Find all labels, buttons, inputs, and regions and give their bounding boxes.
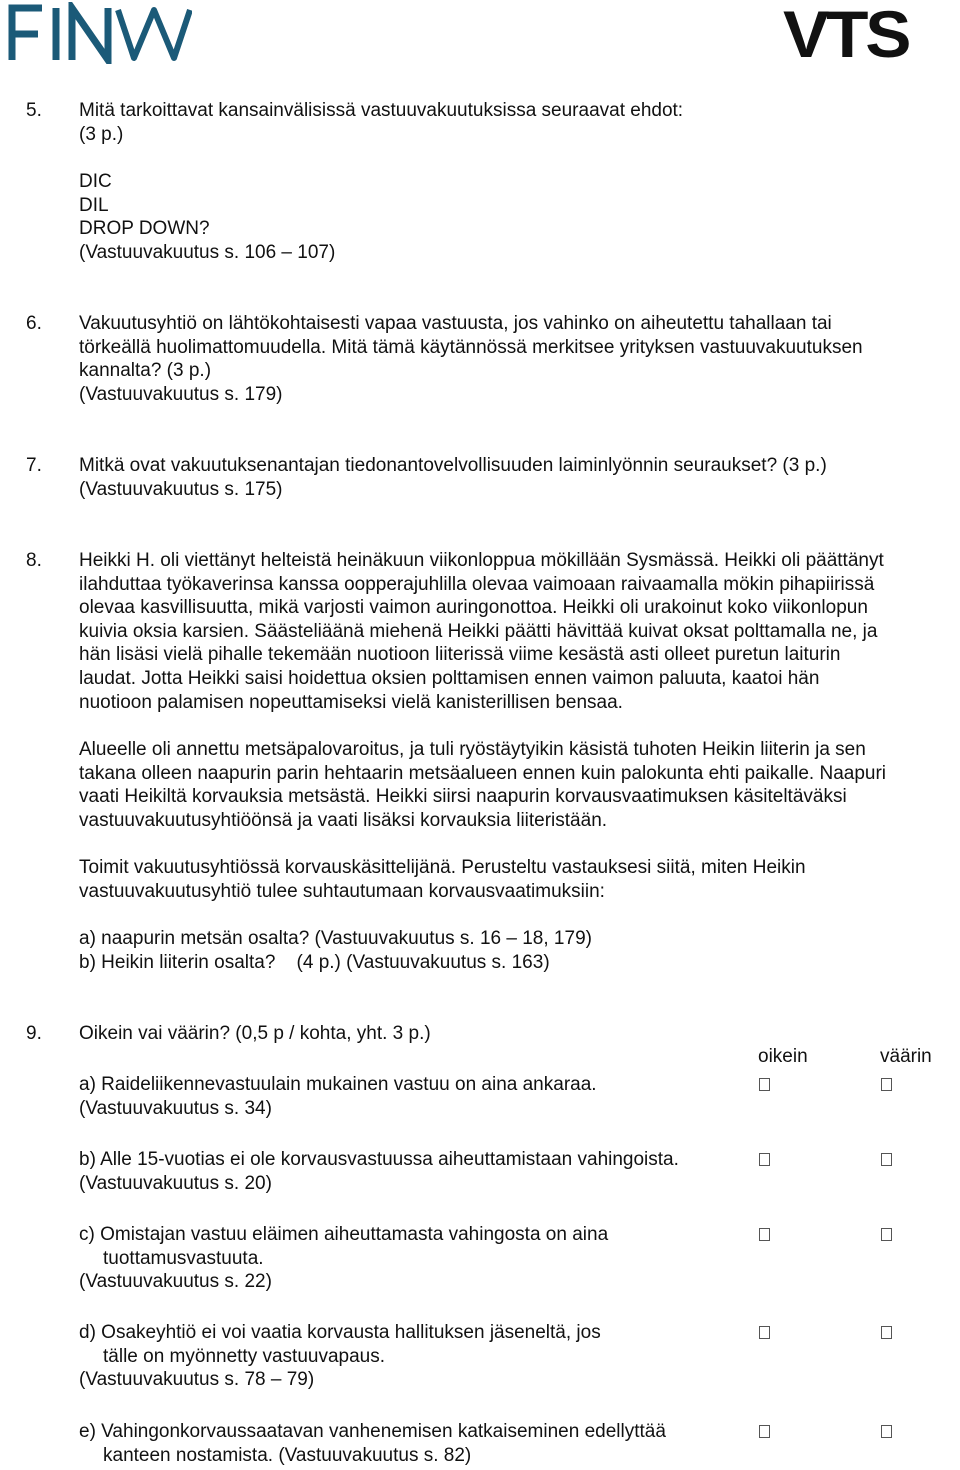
q7-line: Mitkä ovat vakuutuksenantajan tiedonantovelvollisuuden laiminlyönnin seuraukset? (3 p.)	[79, 455, 827, 476]
q8-part: a) naapurin metsän osalta? (Vastuuvakuutus s. 16 – 18, 179)	[79, 928, 592, 949]
q5-term: (Vastuuvakuutus s. 106 – 107)	[79, 241, 336, 263]
q9-b-vaarin-checkbox[interactable]	[881, 1153, 892, 1166]
q9-c-vaarin-checkbox[interactable]	[881, 1228, 892, 1241]
q9-item-b	[79, 1148, 959, 1195]
q9-e-oikein-checkbox[interactable]	[759, 1425, 770, 1438]
q9-item-line: tuottamusvastuuta.	[103, 1247, 264, 1269]
q6-line: kannalta? (3 p.)	[79, 360, 212, 382]
q9-item-e	[79, 1420, 959, 1467]
q9-item-line: d) Osakeyhtiö ei voi vaatia korvausta hallituksen jäseneltä, jos	[79, 1322, 601, 1343]
q8-parts	[79, 927, 959, 974]
q9-item-line: b) Alle 15-vuotias ei ole korvausvastuussa aiheuttamistaan vahingoista.	[79, 1149, 679, 1170]
q8-line: vastuuvakuutusyhtiöönsä ja vaati lisäksi korvauksia liiteristään.	[79, 809, 608, 831]
q9-item-line: a) Raideliikennevastuulain mukainen vastuu on aina ankaraa.	[79, 1074, 597, 1095]
q8-line: kuivia oksia karsien. Säästeliäänä miehenä Heikki päätti hävittää kuivat oksat polttamalla ne, ja	[79, 620, 878, 642]
q9-col-oikein: oikein	[758, 1046, 808, 1067]
q8-line: laudat. Jotta Heikki saisi hoidettua oksien polttamisen ennen vaimon paluuta, kaatoi hän	[79, 667, 820, 689]
q9-item-line: (Vastuuvakuutus s. 78 – 79)	[79, 1369, 315, 1391]
q6-line: (Vastuuvakuutus s. 179)	[79, 383, 283, 405]
q6-text	[79, 312, 959, 406]
q9-item-line: e) Vahingonkorvaussaatavan vanhenemisen katkaiseminen edellyttää	[79, 1421, 666, 1442]
q9-b-oikein-checkbox[interactable]	[759, 1153, 770, 1166]
q8-line: vastuuvakuutusyhtiö tulee suhtautumaan korvausvaatimuksiin:	[79, 880, 605, 902]
finva-logo	[6, 2, 192, 64]
q8-line: vaati Heikiltä korvauksia metsästä. Heikki siirsi naapurin korvausvaatimuksen käsiteltäväksi	[79, 786, 847, 808]
q5-term: DIL	[79, 194, 109, 216]
q9-item-line: (Vastuuvakuutus s. 34)	[79, 1097, 272, 1119]
q5-term: DIC	[79, 171, 112, 192]
q8-line: Heikki H. oli viettänyt helteistä heinäkuun viikonloppua mökillään Sysmässä. Heikki oli päättänyt	[79, 550, 884, 571]
q5-text	[79, 99, 959, 146]
q9-col-vaarin: väärin	[880, 1046, 932, 1067]
q8-paragraph-1	[79, 549, 959, 714]
q8-line: takana olleen naapurin parin hehtaarin metsäalueen ennen kuin palokunta ehti paikalle. Naapuri	[79, 762, 887, 784]
vts-logo: VTS	[783, 0, 909, 71]
q8-line: ilahduttaa työkaverinsa kanssa oopperajuhlilla olevaa vaimoaan raivaamalla mökin pihapiirissä	[79, 573, 875, 595]
q6-line: törkeällä huolimattomuudella. Mitä tämä käytännössä merkitsee yrityksen vastuuvakuutuksen	[79, 336, 863, 358]
q9-title: Oikein vai väärin? (0,5 p / kohta, yht. 3 p.)	[79, 1023, 431, 1044]
q9-item-line: c) Omistajan vastuu eläimen aiheuttamasta vahingosta on aina	[79, 1224, 609, 1245]
q9-e-vaarin-checkbox[interactable]	[881, 1425, 892, 1438]
q8-line: olevaa kasvillisuutta, mikä varjosti vaimon auringonottoa. Heikki oli urakoinut koko viikonlopun	[79, 597, 868, 619]
q9-item-line: (Vastuuvakuutus s. 20)	[79, 1172, 272, 1194]
q9-c-oikein-checkbox[interactable]	[759, 1228, 770, 1241]
q9-item-line: (Vastuuvakuutus s. 22)	[79, 1271, 272, 1293]
q8-line: Alueelle oli annettu metsäpalovaroitus, ja tuli ryöstäytyikin käsistä tuhoten Heikin liiterin ja sen	[79, 739, 866, 760]
q8-paragraph-3	[79, 856, 959, 903]
q7-text	[79, 454, 959, 501]
q6-number: 6.	[26, 313, 42, 334]
q8-line: nuotioon palamisen nopeuttamiseksi vielä kanisterillisen bensaa.	[79, 691, 623, 713]
q9-a-vaarin-checkbox[interactable]	[881, 1078, 892, 1091]
q9-item-line: tälle on myönnetty vastuuvapaus.	[103, 1345, 386, 1367]
q8-part: b) Heikin liiterin osalta? (4 p.) (Vastuuvakuutus s. 163)	[79, 951, 550, 973]
q8-line: Toimit vakuutusyhtiössä korvauskäsittelijänä. Perusteltu vastauksesi siitä, miten Heikin	[79, 857, 806, 878]
q9-item-d	[79, 1321, 959, 1392]
q5-line: Mitä tarkoittavat kansainvälisissä vastuuvakuutuksissa seuraavat ehdot:	[79, 100, 684, 121]
q9-item-a	[79, 1073, 959, 1120]
q8-line: hän lisäsi vielä pihalle tekemään nuotioon liiterissä viime kesästä asti olleet puretun laiturin	[79, 644, 841, 666]
q5-line: (3 p.)	[79, 123, 124, 145]
q9-item-line: kanteen nostamista. (Vastuuvakuutus s. 82)	[103, 1444, 472, 1466]
q9-d-vaarin-checkbox[interactable]	[881, 1326, 892, 1339]
q9-d-oikein-checkbox[interactable]	[759, 1326, 770, 1339]
q5-number: 5.	[26, 100, 42, 121]
q9-a-oikein-checkbox[interactable]	[759, 1078, 770, 1091]
q5-terms	[79, 170, 959, 264]
q8-paragraph-2	[79, 738, 959, 832]
q9-number: 9.	[26, 1023, 42, 1044]
q9-item-c	[79, 1223, 959, 1294]
q5-term: DROP DOWN?	[79, 218, 210, 240]
q8-number: 8.	[26, 550, 42, 571]
q6-line: Vakuutusyhtiö on lähtökohtaisesti vapaa vastuusta, jos vahinko on aiheutettu tahallaan tai	[79, 313, 832, 334]
q7-line: (Vastuuvakuutus s. 175)	[79, 478, 283, 500]
q7-number: 7.	[26, 455, 42, 476]
